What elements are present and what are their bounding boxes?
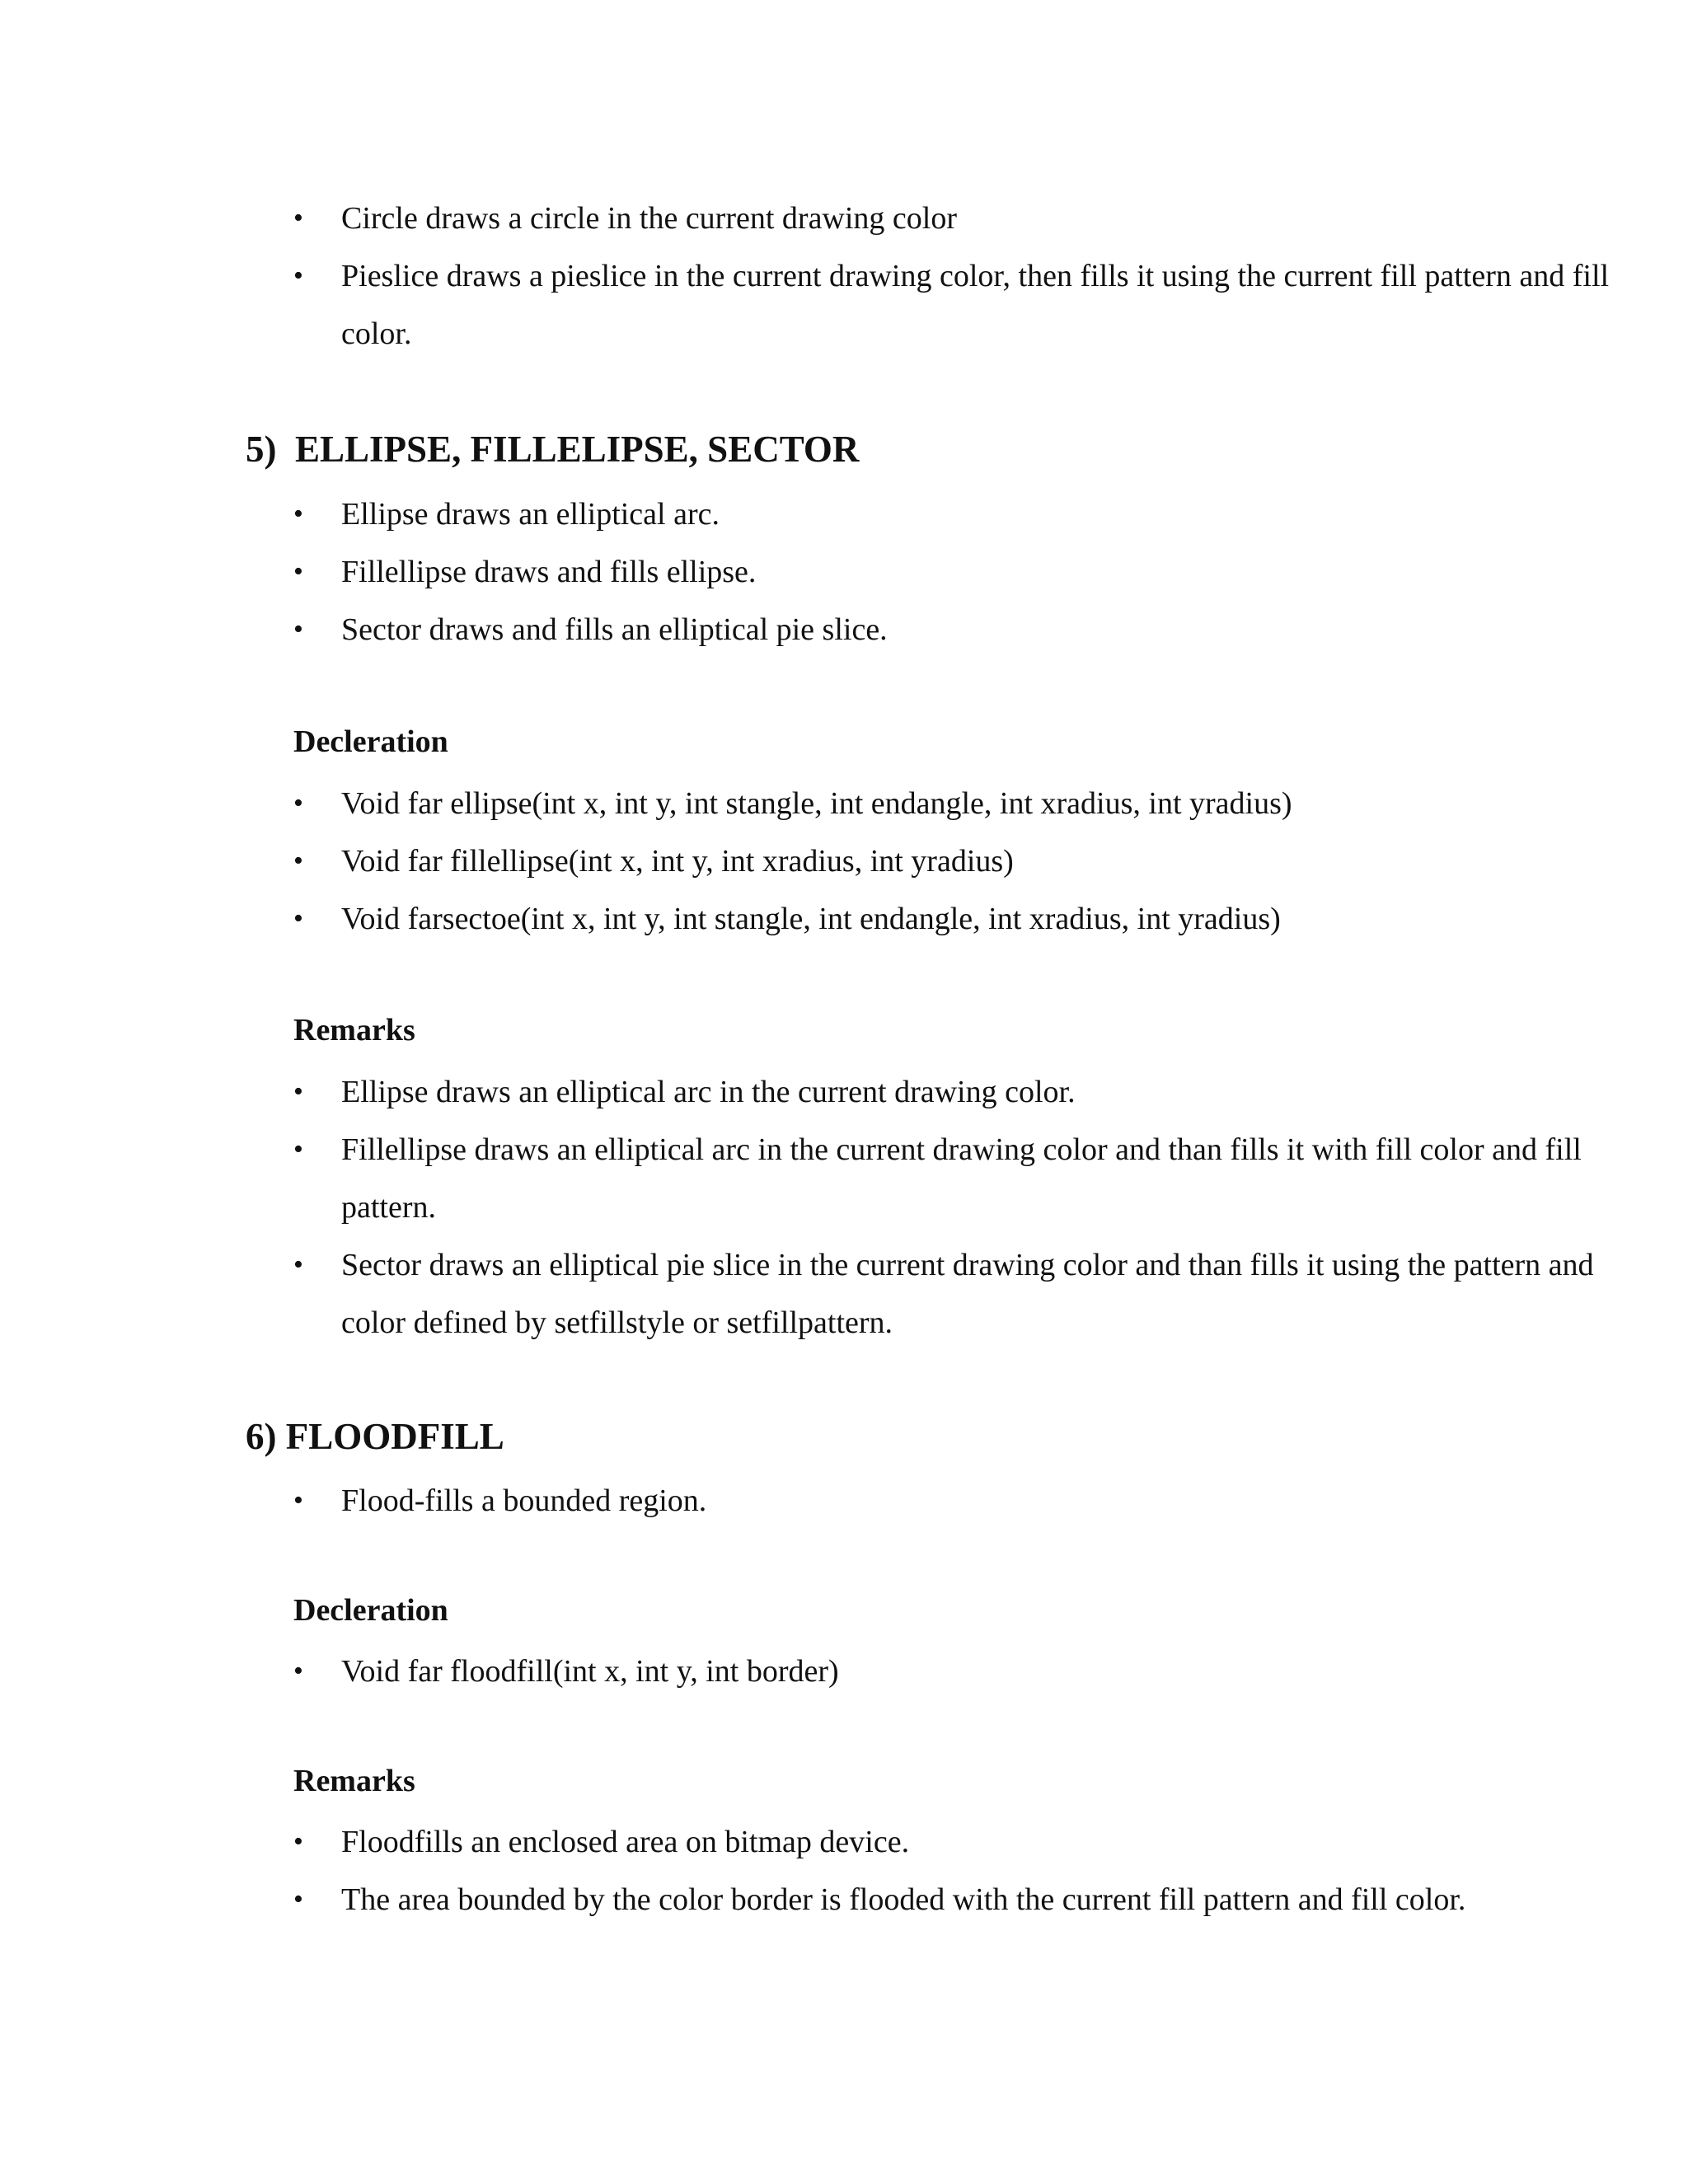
- list-item: [293, 1871, 1627, 1929]
- list-item-text: Void far floodfill(int x, int y, int border): [341, 1654, 839, 1689]
- list-item: [293, 601, 1627, 658]
- list-item-text: Void far fillellipse(int x, int y, int xradius, int yradius): [341, 844, 1014, 879]
- bullet-icon: •: [293, 1656, 303, 1686]
- section6-remarks-list: [293, 1813, 1627, 1929]
- list-item: [293, 775, 1627, 832]
- list-item-text: Circle draws a circle in the current drawing color: [341, 201, 958, 236]
- list-item: [293, 832, 1627, 890]
- bullet-icon: •: [293, 556, 303, 587]
- bullet-icon: •: [293, 903, 303, 934]
- bullet-icon: •: [293, 846, 303, 876]
- list-item: [293, 1236, 1627, 1352]
- bullet-icon: •: [293, 1485, 303, 1516]
- list-item-text: The area bounded by the color border is flooded with the current fill pattern and fill color.: [341, 1882, 1466, 1917]
- section-heading: 5) ELLIPSE, FILLELIPSE, SECTOR: [246, 429, 860, 470]
- section5-intro-list: [293, 485, 1627, 658]
- list-item: [293, 485, 1627, 543]
- bullet-icon: •: [293, 1076, 303, 1107]
- list-item: [293, 247, 1627, 363]
- section5-remarks-list: [293, 1063, 1627, 1352]
- bullet-icon: •: [293, 614, 303, 644]
- list-item: [293, 1121, 1627, 1236]
- remarks-heading: Remarks: [293, 1764, 415, 1798]
- bullet-icon: •: [293, 1134, 303, 1165]
- section-heading: 6) FLOODFILL: [246, 1416, 504, 1457]
- list-item: [293, 1063, 1627, 1121]
- bullet-icon: •: [293, 788, 303, 818]
- bullet-icon: •: [293, 1884, 303, 1915]
- list-item-text: Pieslice draws a pieslice in the current drawing color, then fills it using the current fill pattern and fill color.: [341, 259, 1610, 351]
- declaration-heading: Decleration: [293, 1593, 448, 1628]
- list-item-text: Sector draws an elliptical pie slice in the current drawing color and than fills it using the pattern and color defined by setfillstyle or setfillpattern.: [341, 1248, 1594, 1340]
- bullet-icon: •: [293, 499, 303, 529]
- bullet-icon: •: [293, 1249, 303, 1280]
- section6-declaration-list: [293, 1643, 1627, 1700]
- list-item: [293, 890, 1627, 948]
- list-item-text: Sector draws and fills an elliptical pie slice.: [341, 612, 888, 647]
- list-item-text: Flood-fills a bounded region.: [341, 1483, 707, 1518]
- list-item-text: Floodfills an enclosed area on bitmap device.: [341, 1825, 910, 1859]
- remarks-heading: Remarks: [293, 1013, 415, 1047]
- list-item-text: Ellipse draws an elliptical arc.: [341, 497, 720, 532]
- list-item: [293, 1643, 1627, 1700]
- bullet-icon: •: [293, 260, 303, 291]
- list-item-text: Ellipse draws an elliptical arc in the current drawing color.: [341, 1075, 1076, 1109]
- bullet-icon: •: [293, 203, 303, 233]
- list-item: [293, 543, 1627, 601]
- list-item: [293, 1472, 1627, 1530]
- list-item: [293, 1813, 1627, 1871]
- section5-declaration-list: [293, 775, 1627, 948]
- list-item-text: Void far ellipse(int x, int y, int stangle, int endangle, int xradius, int yradius): [341, 786, 1292, 821]
- list-item: [293, 190, 1627, 247]
- list-item-text: Fillellipse draws an elliptical arc in the current drawing color and than fills it with fill color and fill pattern.: [341, 1132, 1582, 1225]
- top-bullet-list: [293, 190, 1627, 363]
- section6-intro-list: [293, 1472, 1627, 1530]
- list-item-text: Fillellipse draws and fills ellipse.: [341, 555, 757, 589]
- bullet-icon: •: [293, 1826, 303, 1857]
- list-item-text: Void farsectoe(int x, int y, int stangle, int endangle, int xradius, int yradius): [341, 902, 1281, 936]
- declaration-heading: Decleration: [293, 724, 448, 759]
